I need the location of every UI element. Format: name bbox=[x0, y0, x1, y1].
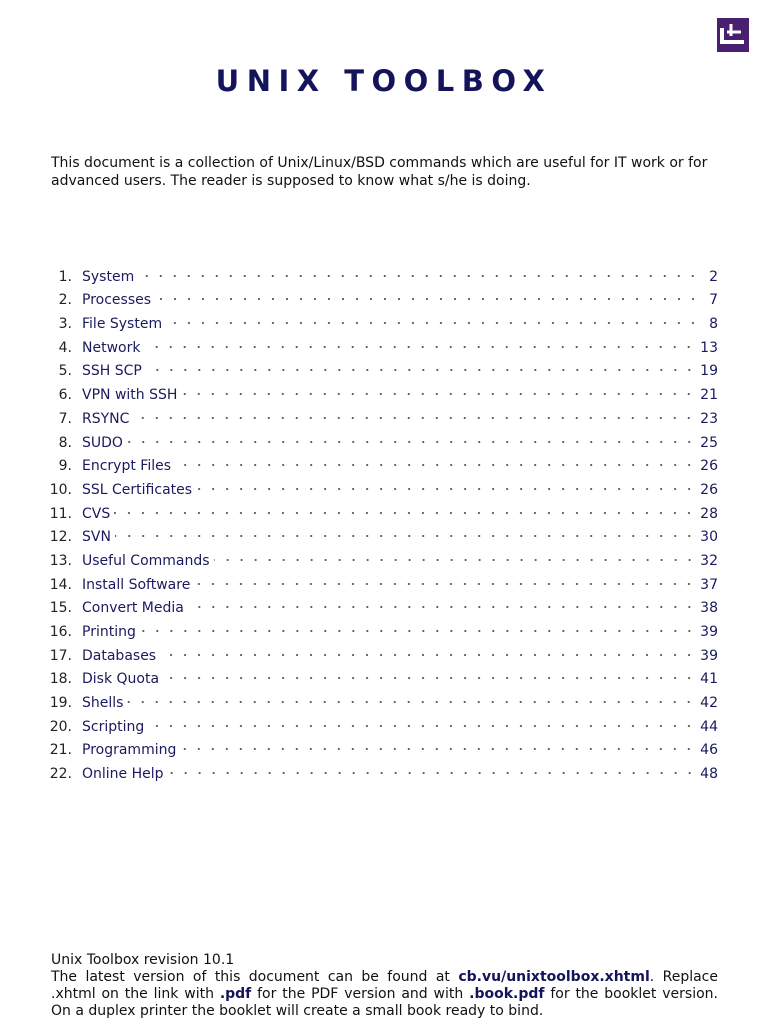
toc-dot-leader bbox=[146, 364, 696, 376]
toc-entry[interactable] bbox=[46, 688, 718, 712]
toc-entry-page[interactable]: 44 bbox=[700, 718, 718, 735]
toc-entry-label[interactable]: SSL Certificates bbox=[82, 481, 193, 498]
toc-dot-leader bbox=[133, 412, 696, 424]
toc-entry-page[interactable]: 23 bbox=[700, 410, 718, 427]
toc-entry-page[interactable]: 21 bbox=[700, 387, 718, 404]
toc-entry[interactable] bbox=[46, 404, 718, 428]
revision-text: Unix Toolbox revision 10.1 bbox=[51, 952, 235, 968]
toc-entry-page[interactable]: 39 bbox=[700, 624, 718, 640]
toc-entry-number: 11. bbox=[49, 505, 72, 522]
toc-entry-page[interactable]: 26 bbox=[700, 458, 718, 475]
toc-dot-leader bbox=[166, 317, 700, 329]
intro-paragraph: This document is a collection of Unix/Linux/BSD commands which are useful for IT work or for advanced users. The reader is supposed to know what s/he is doing. bbox=[51, 155, 708, 189]
toc-dot-leader bbox=[181, 388, 696, 400]
toc-entry-label[interactable]: SVN bbox=[82, 529, 111, 546]
toc-entry-page[interactable]: 7 bbox=[709, 292, 718, 309]
toc-entry-label[interactable]: Convert Media bbox=[82, 600, 184, 617]
toc-dot-leader bbox=[115, 530, 696, 542]
toc-entry-number: 5. bbox=[58, 363, 72, 380]
toc-dot-leader bbox=[127, 696, 696, 708]
toc-entry[interactable] bbox=[46, 546, 718, 570]
toc-entry[interactable] bbox=[46, 380, 718, 404]
toc-entry[interactable] bbox=[46, 428, 718, 452]
toc-entry-page[interactable]: 39 bbox=[700, 647, 718, 664]
toc-entry-number: 18. bbox=[49, 671, 72, 688]
toc-dot-leader bbox=[148, 720, 696, 732]
toc-dot-leader bbox=[138, 270, 700, 282]
toc-entry-number: 12. bbox=[49, 529, 72, 546]
toc-dot-leader bbox=[144, 341, 696, 353]
toc-entry-label[interactable]: Shells bbox=[82, 695, 124, 712]
toc-entry-number: 16. bbox=[49, 624, 72, 640]
toc-dot-leader bbox=[175, 459, 696, 471]
toc-entry-page[interactable]: 19 bbox=[700, 363, 718, 380]
toc-entry-number: 20. bbox=[49, 718, 72, 735]
toc-entry[interactable] bbox=[46, 617, 718, 641]
toc-entry-page[interactable]: 25 bbox=[700, 434, 718, 451]
toc-entry-label[interactable]: Printing bbox=[82, 624, 136, 640]
table-of-contents bbox=[46, 262, 718, 783]
toc-entry-label[interactable]: SUDO bbox=[82, 434, 123, 451]
toc-entry[interactable] bbox=[46, 309, 718, 333]
toc-entry[interactable] bbox=[46, 523, 718, 547]
toc-entry-number: 6. bbox=[58, 387, 72, 404]
footer-notes bbox=[51, 952, 718, 1020]
toc-entry[interactable] bbox=[46, 499, 718, 523]
toc-entry[interactable] bbox=[46, 641, 718, 665]
toc-entry-number: 1. bbox=[58, 268, 72, 285]
toc-entry[interactable] bbox=[46, 594, 718, 618]
toc-entry-number: 10. bbox=[49, 481, 72, 498]
toc-dot-leader bbox=[214, 554, 697, 566]
toc-entry-number: 8. bbox=[58, 434, 72, 451]
toc-entry-page[interactable]: 13 bbox=[700, 339, 718, 356]
toc-entry-label[interactable]: Databases bbox=[82, 647, 157, 664]
toc-entry-page[interactable]: 30 bbox=[700, 529, 718, 546]
toc-entry-page[interactable]: 41 bbox=[700, 671, 718, 688]
toc-entry-page[interactable]: 37 bbox=[700, 576, 718, 593]
toc-entry-number: 22. bbox=[49, 766, 72, 783]
toc-dot-leader bbox=[155, 293, 700, 305]
toc-entry-label[interactable]: VPN with SSH bbox=[82, 387, 178, 404]
toc-entry-label[interactable]: Online Help bbox=[82, 766, 164, 783]
toc-entry-number: 21. bbox=[49, 742, 72, 759]
toc-entry-page[interactable]: 38 bbox=[700, 600, 718, 617]
toc-entry-page[interactable]: 32 bbox=[700, 552, 718, 569]
toc-entry-page[interactable]: 46 bbox=[700, 742, 718, 759]
toc-entry[interactable] bbox=[46, 262, 718, 286]
toc-dot-leader bbox=[114, 507, 696, 519]
toc-entry-page[interactable]: 8 bbox=[709, 316, 718, 333]
toc-entry-label[interactable]: Install Software bbox=[82, 576, 191, 593]
toc-entry[interactable] bbox=[46, 570, 718, 594]
toc-entry-number: 15. bbox=[49, 600, 72, 617]
toc-entry-number: 17. bbox=[49, 647, 72, 664]
toc-entry[interactable] bbox=[46, 357, 718, 381]
toc-entry-number: 14. bbox=[49, 576, 72, 593]
toc-entry-page[interactable]: 2 bbox=[709, 268, 718, 285]
toc-entry[interactable] bbox=[46, 452, 718, 476]
toc-entry-label[interactable]: Programming bbox=[82, 742, 177, 759]
toc-entry-number: 13. bbox=[49, 552, 72, 569]
toc-dot-leader bbox=[163, 672, 696, 684]
booklet-link[interactable]: .book.pdf bbox=[469, 986, 545, 1002]
toc-entry-number: 4. bbox=[58, 339, 72, 356]
toc-dot-leader bbox=[168, 767, 697, 779]
pdf-link[interactable]: .pdf bbox=[219, 986, 252, 1002]
toc-entry-number: 2. bbox=[58, 292, 72, 309]
toc-entry-page[interactable]: 26 bbox=[700, 481, 718, 498]
toc-entry-label[interactable]: System bbox=[82, 268, 135, 285]
toc-dot-leader bbox=[188, 601, 696, 613]
toc-entry-label[interactable]: Encrypt Files bbox=[82, 458, 172, 475]
toc-entry[interactable] bbox=[46, 736, 718, 760]
toc-entry-label[interactable]: Disk Quota bbox=[82, 671, 160, 688]
toc-entry-label[interactable]: CVS bbox=[82, 505, 111, 522]
toc-entry[interactable] bbox=[46, 333, 718, 357]
toc-dot-leader bbox=[160, 649, 696, 661]
toc-entry-page[interactable]: 28 bbox=[700, 505, 718, 522]
toc-entry-number: 3. bbox=[58, 316, 72, 333]
toc-entry[interactable] bbox=[46, 712, 718, 736]
toc-entry[interactable] bbox=[46, 475, 718, 499]
toc-dot-leader bbox=[194, 578, 696, 590]
toc-entry-label[interactable]: Network bbox=[82, 339, 141, 356]
toolbox-logo-icon bbox=[717, 18, 749, 52]
unixtoolbox-link[interactable]: cb.vu/unixtoolbox.xhtml bbox=[458, 969, 650, 985]
toc-entry[interactable] bbox=[46, 286, 718, 310]
toc-dot-leader bbox=[180, 743, 696, 755]
latest-version-text: The latest version of this document can be found at cb.vu/unixtoolbox.xhtml. Replace .xhtml on the link with .pdf for the PDF version and with .book.pdf for the booklet version. On a duplex printer the booklet will create a small book ready to bind. bbox=[51, 969, 718, 1019]
toc-entry-label[interactable]: Scripting bbox=[82, 718, 145, 735]
toc-dot-leader bbox=[127, 436, 696, 448]
toc-entry-number: 19. bbox=[49, 695, 72, 712]
toc-dot-leader bbox=[196, 483, 696, 495]
toc-entry-page[interactable]: 48 bbox=[700, 766, 718, 783]
toc-entry-page[interactable]: 42 bbox=[700, 695, 718, 712]
toc-entry-number: 7. bbox=[58, 410, 72, 427]
toc-entry-label[interactable]: Processes bbox=[82, 292, 152, 309]
toc-entry[interactable] bbox=[46, 665, 718, 689]
toc-dot-leader bbox=[140, 625, 696, 637]
toc-entry-label[interactable]: RSYNC bbox=[82, 410, 130, 427]
toc-entry-label[interactable]: File System bbox=[82, 316, 163, 333]
toc-entry-number: 9. bbox=[58, 458, 72, 475]
toc-entry[interactable] bbox=[46, 759, 718, 783]
toc-entry-label[interactable]: Useful Commands bbox=[82, 552, 210, 569]
page-title: UNIX TOOLBOX bbox=[215, 64, 553, 98]
toc-entry-label[interactable]: SSH SCP bbox=[82, 363, 142, 380]
